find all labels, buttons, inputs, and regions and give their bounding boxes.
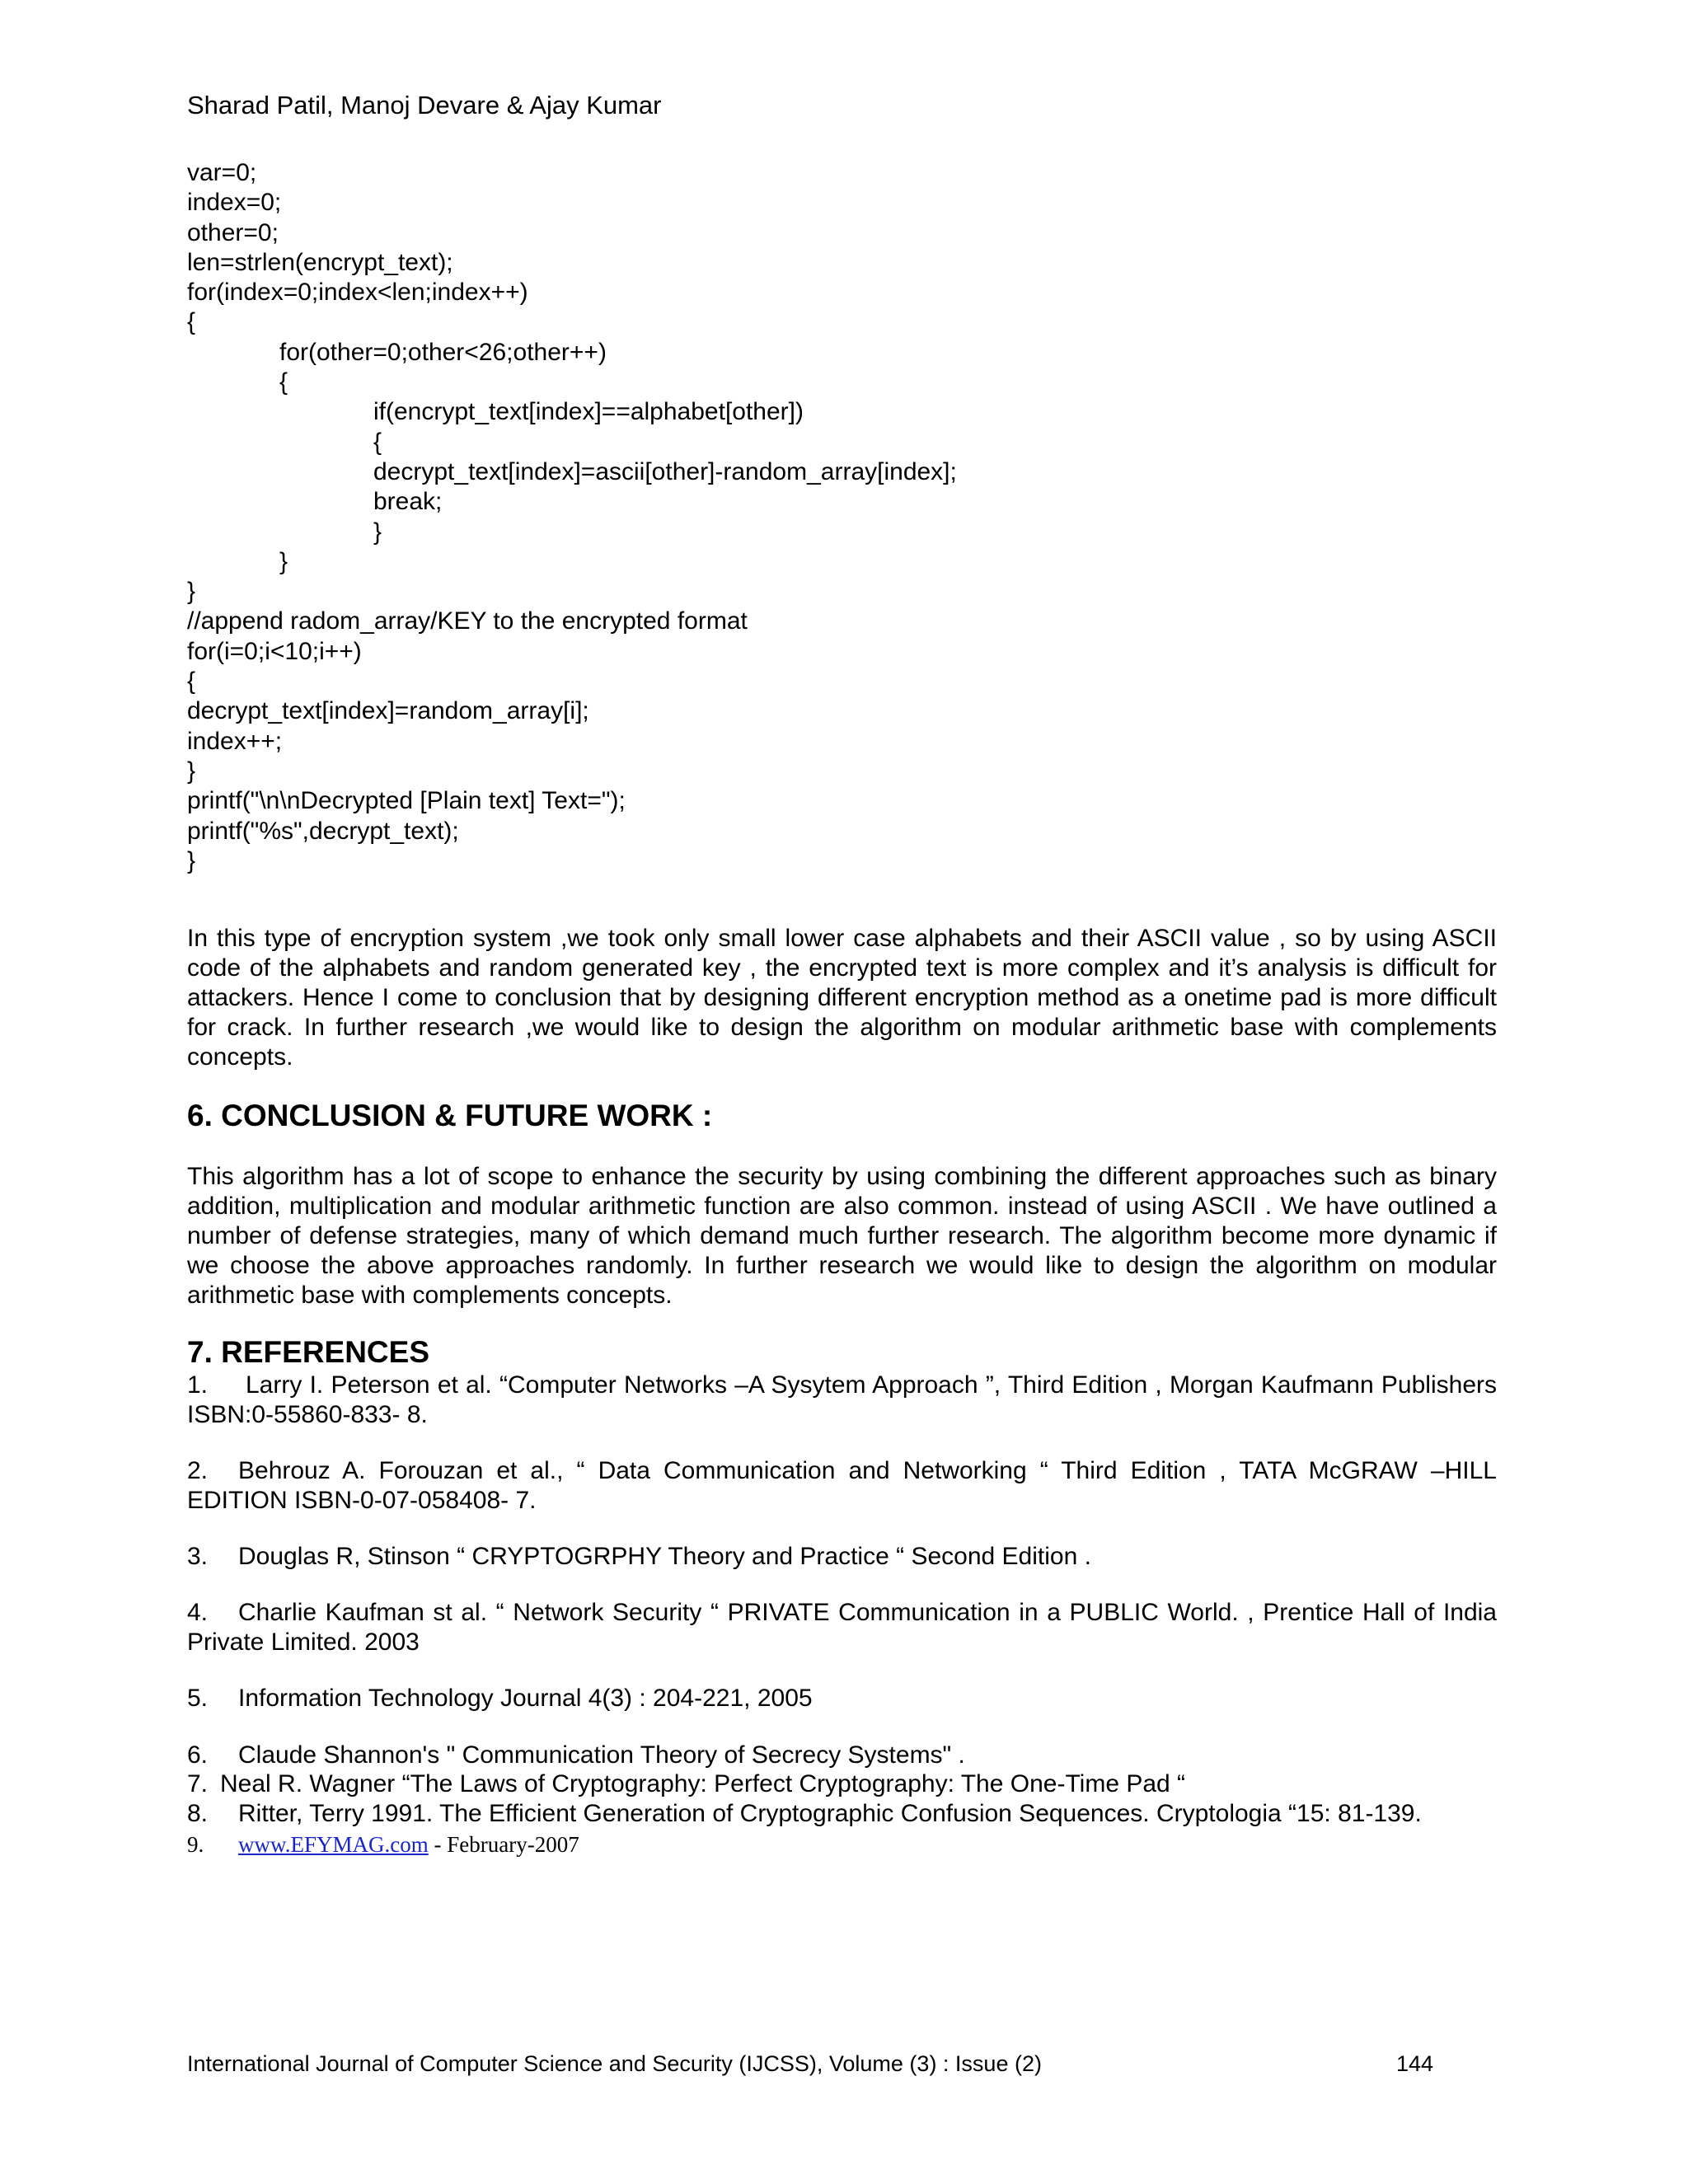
- code-line: //append radom_array/KEY to the encrypted format: [187, 607, 748, 635]
- code-line: printf("%s",decrypt_text);: [187, 817, 459, 845]
- reference-number: 4.: [187, 1599, 209, 1626]
- code-line: }: [187, 757, 196, 785]
- code-line: }: [187, 578, 196, 606]
- reference-text: Neal R. Wagner “The Laws of Cryptography: Perfect Cryptography: The One-Time Pad “: [220, 1770, 1186, 1797]
- efymag-link[interactable]: www.EFYMAG.com: [238, 1832, 429, 1857]
- code-line: {: [279, 368, 288, 396]
- code-line: decrypt_text[index]=ascii[other]-random_array[index];: [373, 457, 957, 485]
- references-heading: 7. REFERENCES: [187, 1335, 430, 1369]
- code-line: for(other=0;other<26;other++): [279, 338, 607, 366]
- reference-text: Larry I. Peterson et al. “Computer Networks –A Sysytem Approach ”, Third Edition , Morgan Kaufmann Publishers ISBN:0-55860-833- 8.: [187, 1371, 1497, 1428]
- reference-number: 2.: [187, 1457, 209, 1484]
- page-number: 144: [1396, 2051, 1434, 2076]
- reference-number: 8.: [187, 1800, 209, 1827]
- code-line: index++;: [187, 727, 283, 755]
- reference-number: 9.: [187, 1832, 204, 1857]
- code-line: }: [279, 547, 288, 575]
- code-line: other=0;: [187, 218, 279, 246]
- code-line: if(encrypt_text[index]==alphabet[other]): [373, 398, 804, 426]
- reference-text: Behrouz A. Forouzan et al., “ Data Communication and Networking “ Third Edition , TATA McGRAW –HILL EDITION ISBN-0-07-058408- 7.: [187, 1457, 1497, 1514]
- reference-item: [187, 1598, 1497, 1657]
- reference-item: [187, 1542, 1497, 1572]
- code-line: {: [373, 428, 382, 456]
- reference-item: [187, 1769, 1497, 1799]
- code-line: index=0;: [187, 189, 282, 217]
- code-line: break;: [373, 488, 443, 516]
- code-line: {: [187, 308, 196, 336]
- code-line: len=strlen(encrypt_text);: [187, 248, 453, 276]
- reference-item: [187, 1684, 1497, 1713]
- intro-paragraph: In this type of encryption system ,we took only small lower case alphabets and their ASCII value , so by using ASCII code of the alphabets and random generated key , the encrypted text is more complex and it’s analysis is difficult for attackers. Hence I come to conclusion that by designing different encryption method as a onetime pad is more difficult for crack. In further research ,we would like to design the algorithm on modular arithmetic base with complements concepts.: [187, 925, 1497, 1071]
- code-line: }: [187, 846, 196, 874]
- code-line: decrypt_text[index]=random_array[i];: [187, 697, 589, 725]
- reference-number: 1.: [187, 1371, 209, 1399]
- conclusion-heading: 6. CONCLUSION & FUTURE WORK :: [187, 1099, 713, 1132]
- code-line: for(index=0;index<len;index++): [187, 279, 528, 307]
- reference-item: [187, 1830, 1497, 1859]
- code-line: var=0;: [187, 159, 257, 186]
- reference-number: 3.: [187, 1543, 209, 1570]
- reference-text: Douglas R, Stinson “ CRYPTOGRPHY Theory and Practice “ Second Edition .: [238, 1543, 1091, 1570]
- conclusion-paragraph: This algorithm has a lot of scope to enhance the security by using combining the different approaches such as binary addition, multiplication and modular arithmetic function are also common. instead of using ASCII . We have outlined a number of defense strategies, many of which demand much further research. The algorithm become more dynamic if we choose the above approaches randomly. In further research we would like to design the algorithm on modular arithmetic base with complements concepts.: [187, 1163, 1497, 1309]
- reference-item: [187, 1371, 1497, 1430]
- reference-text: Charlie Kaufman st al. “ Network Security “ PRIVATE Communication in a PUBLIC World. , Prentice Hall of India Private Limited. 2003: [187, 1599, 1497, 1656]
- code-listing: [187, 158, 957, 876]
- reference-number: 5.: [187, 1685, 209, 1712]
- code-line: }: [373, 518, 382, 546]
- reference-item: [187, 1456, 1497, 1516]
- code-line: {: [187, 668, 196, 696]
- reference-text: Claude Shannon's " Communication Theory of Secrecy Systems" .: [238, 1741, 965, 1769]
- reference-number: 6.: [187, 1741, 209, 1769]
- code-line: for(i=0;i<10;i++): [187, 637, 362, 665]
- reference-text: Information Technology Journal 4(3) : 204-221, 2005: [238, 1685, 813, 1712]
- reference-text: Ritter, Terry 1991. The Efficient Generation of Cryptographic Confusion Sequences. Cryptologia “15: 81-139.: [238, 1800, 1422, 1827]
- reference-item: [187, 1741, 1497, 1770]
- reference-number: 7.: [187, 1770, 209, 1797]
- code-line: printf("\n\nDecrypted [Plain text] Text=");: [187, 787, 626, 815]
- journal-footer: International Journal of Computer Science and Security (IJCSS), Volume (3) : Issue (2): [187, 2051, 1042, 2076]
- reference-text: - February-2007: [428, 1832, 579, 1857]
- reference-item: [187, 1799, 1497, 1829]
- running-header-authors: Sharad Patil, Manoj Devare & Ajay Kumar: [187, 91, 662, 120]
